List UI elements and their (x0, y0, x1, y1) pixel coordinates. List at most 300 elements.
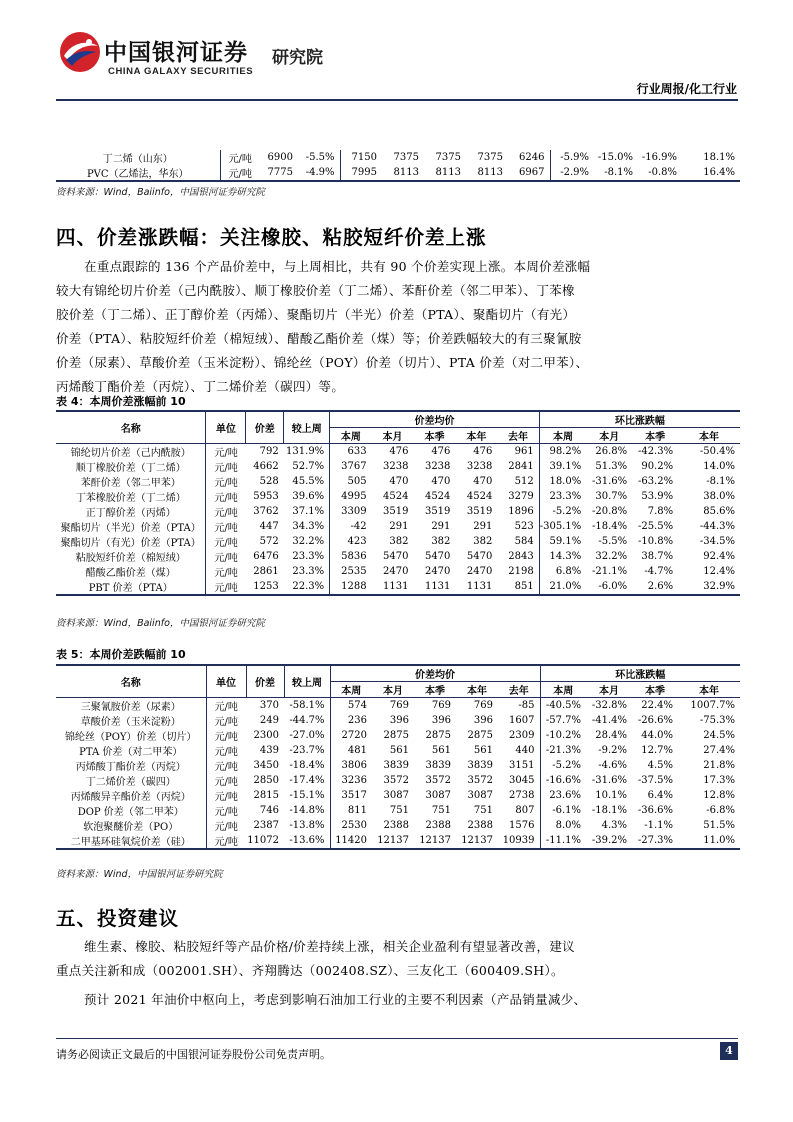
row-wow: 23.3% (292, 551, 325, 562)
row-avg-v3: 3519 (424, 506, 451, 517)
table4-caption: 表 4：本周价差涨幅前 10 (56, 395, 186, 408)
col-header-avg-group: 价差均价 (330, 411, 540, 428)
table4-source: 资料来源：Wind，Baiinfo，中国银河证券研究院 (56, 618, 265, 629)
row-chg-c4: 12.8% (703, 790, 735, 801)
table-row (56, 534, 740, 549)
row-chg-c3: -10.8% (637, 536, 674, 547)
row-avg-v5: 2198 (508, 566, 534, 577)
row-avg-v2: 291 (389, 521, 409, 532)
row-price: 528 (259, 476, 279, 487)
row-avg-v3: 3572 (425, 775, 451, 786)
row-unit: 元/吨 (206, 459, 246, 474)
row-avg-v3: 7375 (435, 152, 461, 163)
row-avg-v2: 3839 (383, 760, 409, 771)
row-avg-v3: 3839 (425, 760, 451, 771)
row-name: 软泡聚醚价差（PO） (83, 822, 179, 833)
row-wow: -13.8% (289, 820, 325, 831)
row-chg-c3: -25.5% (637, 521, 674, 532)
row-name: 草酸价差（玉米淀粉） (80, 717, 181, 728)
row-wow: -14.8% (289, 805, 325, 816)
row-chg-c1: -57.7% (540, 713, 586, 728)
institute-name: 研究院 (272, 48, 323, 68)
row-avg-v4: 3839 (467, 760, 493, 771)
row-price: 792 (259, 446, 279, 457)
header-row (56, 665, 740, 682)
s5-p1-line-2: 重点关注新和成（002001.SH）、齐翔腾达（002408.SZ）、三友化工（600409.SH）。 (56, 963, 564, 978)
row-wow: -5.5% (305, 152, 335, 163)
row-avg-v1: 481 (330, 743, 372, 758)
table-row (56, 833, 740, 849)
row-chg-c1: -305.1% (539, 519, 586, 534)
s4-line-2: 较大有锦纶切片价差（己内酰胺）、顺丁橡胶价差（丁二烯）、苯酐价差（邻二甲苯）、丁苯橡 (56, 283, 575, 298)
row-chg-c4: 12.4% (703, 566, 735, 577)
table-row (56, 459, 740, 474)
row-avg-v5: 512 (514, 476, 534, 487)
row-avg-v3: 12137 (419, 835, 451, 846)
row-avg-v3: 2875 (425, 730, 451, 741)
row-avg-v4: 561 (473, 745, 493, 756)
s4-line-5: 价差（尿素）、草酸价差（玉米淀粉）、锦纶丝（POY）价差（切片）、PTA 价差（对二甲苯）、 (56, 355, 589, 370)
row-chg-c3: -63.2% (637, 476, 674, 487)
row-chg-c2: 10.1% (595, 790, 627, 801)
row-chg-c3: -16.9% (641, 152, 677, 163)
row-chg-c2: -31.6% (591, 775, 627, 786)
row-avg-v1: 574 (330, 698, 372, 714)
row-wow: -13.6% (289, 835, 325, 846)
row-wow: 131.9% (286, 446, 325, 457)
col-header-avg-4: 去年 (508, 432, 529, 443)
row-avg-v3: 476 (431, 446, 451, 457)
row-price: 2387 (253, 820, 279, 831)
row-chg-c2: -18.4% (592, 521, 628, 532)
row-avg-v3: 2388 (425, 820, 451, 831)
row-chg-c2: -8.1% (604, 167, 633, 178)
row-avg-v4: 3238 (466, 461, 493, 472)
table-row (56, 564, 740, 579)
row-avg-v4: 2470 (466, 566, 493, 577)
row-avg-v3: 561 (431, 745, 451, 756)
table-row (56, 519, 740, 534)
col-header-avg-3: 本年 (466, 432, 487, 443)
row-avg-v2: 476 (389, 446, 409, 457)
s4-line-1: 在重点跟踪的 136 个产品价差中，与上周相比，共有 90 个价差实现上涨。本周价差涨幅 (84, 259, 591, 274)
row-chg-c3: -0.8% (648, 167, 677, 178)
row-wow: -23.7% (289, 745, 325, 756)
row-avg-v5: 851 (514, 581, 534, 592)
row-chg-c3: 12.7% (641, 745, 673, 756)
galaxy-logo-icon (58, 30, 102, 74)
row-avg-v5: 3045 (509, 775, 535, 786)
row-avg-v1: 3767 (330, 459, 372, 474)
row-avg-v5: 961 (514, 446, 534, 457)
row-chg-c1: 6.8% (539, 564, 586, 579)
row-wow: 37.1% (292, 506, 325, 517)
row-avg-v5: 807 (515, 805, 535, 816)
row-name: 顺丁橡胶价差（丁二烯） (75, 463, 186, 474)
row-avg-v4: 8113 (477, 167, 503, 178)
col-header-name: 名称 (120, 678, 141, 689)
row-chg-c2: -20.8% (592, 506, 628, 517)
row-chg-c4: 27.4% (703, 745, 735, 756)
row-avg-v3: 382 (431, 536, 451, 547)
row-unit: 元/吨 (206, 758, 246, 773)
row-price: 746 (259, 805, 279, 816)
row-chg-c4: -50.4% (699, 446, 735, 457)
col-header-chg-3: 本年 (699, 686, 719, 697)
s4-line-4: 价差（PTA）、粘胶短纤价差（棉短绒）、醋酸乙酯价差（煤）等；价差跌幅较大的有三聚氰胺 (56, 331, 582, 346)
row-avg-v1: 3517 (330, 788, 372, 803)
row-name: 二甲基环硅氧烷价差（硅） (70, 837, 191, 848)
row-chg-c3: -4.7% (644, 566, 674, 577)
row-avg-v2: 4524 (383, 491, 409, 502)
row-unit: 元/吨 (206, 564, 246, 579)
row-wow: -44.7% (289, 715, 325, 726)
row-avg-v1: 236 (330, 713, 372, 728)
row-price: 370 (259, 700, 279, 711)
row-price: 7775 (267, 167, 293, 178)
row-unit: 元/吨 (206, 728, 246, 743)
row-chg-c2: 28.4% (595, 730, 627, 741)
row-avg-v2: 561 (389, 745, 409, 756)
col-header-avg-4: 去年 (508, 686, 529, 697)
row-name: 丁二烯（山东） (102, 154, 173, 165)
table-row (56, 444, 740, 460)
col-header-avg-group: 价差均价 (330, 665, 540, 682)
table5 (56, 664, 740, 850)
row-avg-v5: 2738 (509, 790, 535, 801)
row-avg-v5: 2843 (508, 551, 534, 562)
row-wow: -15.1% (289, 790, 325, 801)
row-unit: 元/吨 (206, 698, 246, 714)
row-chg-c1: -2.9% (550, 165, 594, 181)
row-avg-v1: 5836 (330, 549, 372, 564)
row-price: 2850 (253, 775, 279, 786)
row-avg-v5: 2309 (509, 730, 535, 741)
col-header-chg-0: 本周 (539, 428, 586, 444)
row-wow: -58.1% (289, 700, 325, 711)
row-chg-c3: 90.2% (641, 461, 674, 472)
row-price: 572 (259, 536, 279, 547)
row-wow: 22.3% (292, 581, 325, 592)
table-row (56, 549, 740, 564)
row-avg-v4: 3572 (467, 775, 493, 786)
row-avg-v3: 769 (431, 700, 451, 711)
row-avg-v5: 3279 (508, 491, 534, 502)
col-header-avg-1: 本月 (383, 686, 403, 697)
row-avg-v4: 751 (473, 805, 493, 816)
row-chg-c4: 11.0% (703, 835, 735, 846)
row-avg-v1: 4995 (330, 489, 372, 504)
s4-line-3: 胶价差（丁二烯）、正丁醇价差（丙烯）、聚酯切片（半光）价差（PTA）、聚酯切片（有光） (56, 307, 576, 322)
row-chg-c1: 8.0% (540, 818, 586, 833)
row-chg-c2: -4.6% (598, 760, 627, 771)
row-avg-v1: 1288 (330, 579, 372, 595)
row-avg-v1: 2720 (330, 728, 372, 743)
row-chg-c4: -6.8% (706, 805, 735, 816)
row-chg-c3: 44.0% (641, 730, 673, 741)
col-header-price: 价差 (246, 411, 284, 444)
row-avg-v5: 1576 (509, 820, 535, 831)
row-chg-c4: 92.4% (703, 551, 735, 562)
row-unit: 元/吨 (206, 743, 246, 758)
row-avg-v1: 2535 (330, 564, 372, 579)
row-avg-v1: 11420 (330, 833, 372, 849)
col-header-chg-1: 本月 (599, 686, 619, 697)
row-chg-c3: 2.6% (647, 581, 674, 592)
table-row (56, 165, 740, 181)
row-avg-v1: 7995 (340, 165, 382, 181)
row-price: 1253 (253, 581, 279, 592)
row-unit: 元/吨 (206, 489, 246, 504)
header-row (56, 411, 740, 428)
row-chg-c3: 4.5% (647, 760, 673, 771)
row-chg-c2: -6.0% (598, 581, 628, 592)
table5-source: 资料来源：Wind，中国银河证券研究院 (56, 869, 223, 880)
footer-disclaimer: 请务必阅读正文最后的中国银河证券股份公司免责声明。 (56, 1048, 331, 1061)
col-header-chg-0: 本周 (540, 682, 586, 698)
row-avg-v5: 6967 (519, 167, 545, 178)
row-avg-v5: 523 (514, 521, 534, 532)
row-chg-c4: 18.1% (703, 152, 735, 163)
row-price: 6900 (267, 152, 293, 163)
row-avg-v5: 440 (515, 745, 535, 756)
row-avg-v1: 3236 (330, 773, 372, 788)
row-unit: 元/吨 (206, 579, 246, 595)
table-row (56, 150, 740, 165)
row-avg-v3: 5470 (424, 551, 451, 562)
table-row (56, 504, 740, 519)
row-avg-v2: 3087 (383, 790, 409, 801)
row-price: 2861 (253, 566, 279, 577)
row-avg-v3: 8113 (435, 167, 461, 178)
row-wow: -17.4% (289, 775, 325, 786)
row-avg-v5: 584 (514, 536, 534, 547)
row-avg-v4: 12137 (461, 835, 493, 846)
row-wow: 45.5% (292, 476, 325, 487)
row-chg-c1: 21.0% (539, 579, 586, 595)
row-name: 聚酯切片（半光）价差（PTA） (60, 523, 201, 534)
row-avg-v5: -85 (518, 700, 535, 711)
row-chg-c4: 51.5% (703, 820, 735, 831)
top-table-source: 资料来源：Wind，Baiinfo，中国银河证券研究院 (56, 187, 265, 198)
row-chg-c3: -26.6% (637, 715, 673, 726)
row-avg-v3: 1131 (424, 581, 451, 592)
row-chg-c1: 98.2% (539, 444, 586, 460)
row-chg-c1: 39.1% (539, 459, 586, 474)
s5-p1-line-1: 维生素、橡胶、粘胶短纤等产品价格/价差持续上涨，相关企业盈利有望显著改善，建议 (84, 939, 575, 954)
row-chg-c2: 30.7% (595, 491, 628, 502)
row-chg-c4: 16.4% (703, 167, 735, 178)
row-avg-v2: 2470 (383, 566, 409, 577)
section5-title: 五、投资建议 (56, 907, 180, 930)
row-avg-v4: 1131 (466, 581, 493, 592)
row-unit: 元/吨 (220, 165, 260, 181)
row-chg-c2: 32.2% (595, 551, 628, 562)
table-row (56, 743, 740, 758)
row-chg-c1: 14.3% (539, 549, 586, 564)
row-chg-c3: 7.8% (647, 506, 674, 517)
row-avg-v3: 4524 (424, 491, 451, 502)
row-avg-v2: 2875 (383, 730, 409, 741)
row-avg-v2: 751 (389, 805, 409, 816)
row-wow: 34.3% (292, 521, 325, 532)
row-chg-c2: -32.8% (591, 700, 627, 711)
row-avg-v3: 291 (431, 521, 451, 532)
row-avg-v3: 3238 (424, 461, 451, 472)
col-header-avg-1: 本月 (382, 432, 403, 443)
row-avg-v1: 811 (330, 803, 372, 818)
row-name: DOP 价差（邻二甲苯） (77, 807, 184, 818)
table-row (56, 728, 740, 743)
row-chg-c4: 38.0% (703, 491, 735, 502)
row-avg-v2: 5470 (383, 551, 409, 562)
row-chg-c1: -16.6% (540, 773, 586, 788)
row-avg-v2: 1131 (383, 581, 409, 592)
row-name: 锦纶丝（POY）价差（切片） (64, 732, 197, 743)
col-header-wow: 较上周 (284, 411, 330, 444)
row-chg-c2: 26.8% (595, 446, 628, 457)
row-avg-v5: 1607 (509, 715, 535, 726)
row-chg-c1: -40.5% (540, 698, 586, 714)
row-price: 2815 (253, 790, 279, 801)
report-type: 行业周报/化工行业 (636, 82, 737, 96)
row-avg-v2: 3238 (383, 461, 409, 472)
row-avg-v4: 476 (473, 446, 493, 457)
row-unit: 元/吨 (206, 534, 246, 549)
row-avg-v4: 3087 (467, 790, 493, 801)
row-avg-v5: 6246 (519, 152, 545, 163)
top-table (56, 150, 740, 182)
row-chg-c4: 21.8% (703, 760, 735, 771)
table-row (56, 788, 740, 803)
row-name: 丙烯酸异辛酯价差（丙烷） (70, 792, 191, 803)
row-avg-v3: 396 (431, 715, 451, 726)
row-avg-v4: 291 (473, 521, 493, 532)
row-wow: -4.9% (305, 167, 335, 178)
row-name: 丁二烯价差（碳四） (85, 777, 176, 788)
row-chg-c1: -11.1% (540, 833, 586, 849)
row-chg-c2: -21.1% (592, 566, 628, 577)
col-header-chg-3: 本年 (699, 432, 720, 443)
row-unit: 元/吨 (220, 150, 260, 165)
row-avg-v2: 2388 (383, 820, 409, 831)
row-avg-v2: 3572 (383, 775, 409, 786)
table-row (56, 698, 740, 714)
row-price: 3762 (253, 506, 279, 517)
row-avg-v4: 2388 (467, 820, 493, 831)
row-name: 正丁醇价差（丙烯） (85, 508, 176, 519)
col-header-wow: 较上周 (284, 665, 330, 698)
row-unit: 元/吨 (206, 803, 246, 818)
row-chg-c1: 23.3% (539, 489, 586, 504)
row-chg-c3: -42.3% (637, 446, 674, 457)
col-header-chg-group: 环比涨跌幅 (540, 665, 740, 682)
row-unit: 元/吨 (206, 444, 246, 460)
row-chg-c2: -41.4% (591, 715, 627, 726)
row-chg-c2: -5.5% (598, 536, 628, 547)
row-chg-c1: -10.2% (540, 728, 586, 743)
col-header-avg-2: 本季 (424, 432, 445, 443)
table-row (56, 713, 740, 728)
col-header-chg-2: 本季 (645, 432, 666, 443)
row-chg-c3: 53.9% (641, 491, 674, 502)
row-avg-v2: 7375 (393, 152, 419, 163)
table-row (56, 773, 740, 788)
row-avg-v2: 769 (389, 700, 409, 711)
col-header-avg-0: 本周 (330, 682, 372, 698)
row-chg-c1: 18.0% (539, 474, 586, 489)
row-chg-c4: -34.5% (699, 536, 735, 547)
row-chg-c2: -31.6% (592, 476, 628, 487)
col-header-avg-2: 本季 (425, 686, 445, 697)
table4 (56, 410, 740, 596)
row-price: 447 (259, 521, 279, 532)
col-header-chg-1: 本月 (599, 432, 620, 443)
col-header-avg-3: 本年 (467, 686, 487, 697)
row-price: 3450 (253, 760, 279, 771)
row-avg-v3: 2470 (424, 566, 451, 577)
row-avg-v2: 470 (389, 476, 409, 487)
row-name: 苯酐价差（邻二甲苯） (80, 478, 181, 489)
row-chg-c4: 17.3% (703, 775, 735, 786)
row-chg-c4: -8.1% (706, 476, 735, 487)
row-avg-v1: 505 (330, 474, 372, 489)
row-chg-c2: 51.3% (595, 461, 628, 472)
row-wow: 32.2% (292, 536, 325, 547)
row-wow: -27.0% (289, 730, 325, 741)
table-row (56, 803, 740, 818)
row-chg-c1: 59.1% (539, 534, 586, 549)
row-chg-c2: -39.2% (591, 835, 627, 846)
row-wow: 39.6% (292, 491, 325, 502)
row-avg-v3: 3087 (425, 790, 451, 801)
row-price: 2300 (253, 730, 279, 741)
col-header-unit: 单位 (206, 665, 246, 698)
row-name: 丙烯酸丁酯价差（丙烷） (75, 762, 186, 773)
col-header-name: 名称 (120, 424, 141, 435)
page-number: 4 (720, 1042, 738, 1060)
row-wow: -18.4% (289, 760, 325, 771)
row-chg-c1: -5.2% (539, 504, 586, 519)
row-unit: 元/吨 (206, 833, 246, 849)
section5-paragraph-2 (56, 988, 746, 1012)
row-name: 聚酯切片（有光）价差（PTA） (60, 538, 201, 549)
row-unit: 元/吨 (206, 713, 246, 728)
row-avg-v2: 396 (389, 715, 409, 726)
row-avg-v4: 769 (473, 700, 493, 711)
col-header-unit: 单位 (206, 411, 246, 444)
row-price: 11072 (247, 835, 279, 846)
section5-paragraph-1 (56, 935, 746, 983)
row-avg-v1: 7150 (340, 150, 382, 165)
row-chg-c4: 32.9% (703, 581, 735, 592)
row-chg-c2: -18.1% (591, 805, 627, 816)
row-avg-v4: 3519 (466, 506, 493, 517)
row-chg-c2: 4.3% (601, 820, 627, 831)
row-avg-v4: 7375 (477, 152, 503, 163)
row-unit: 元/吨 (206, 474, 246, 489)
row-unit: 元/吨 (206, 519, 246, 534)
row-chg-c3: -1.1% (644, 820, 673, 831)
table5-caption: 表 5：本周价差跌幅前 10 (56, 648, 186, 661)
row-unit: 元/吨 (206, 818, 246, 833)
row-avg-v1: 3806 (330, 758, 372, 773)
row-chg-c4: 14.0% (703, 461, 735, 472)
row-chg-c3: 38.7% (641, 551, 674, 562)
row-chg-c4: 24.5% (703, 730, 735, 741)
row-avg-v4: 396 (473, 715, 493, 726)
table-row (56, 758, 740, 773)
